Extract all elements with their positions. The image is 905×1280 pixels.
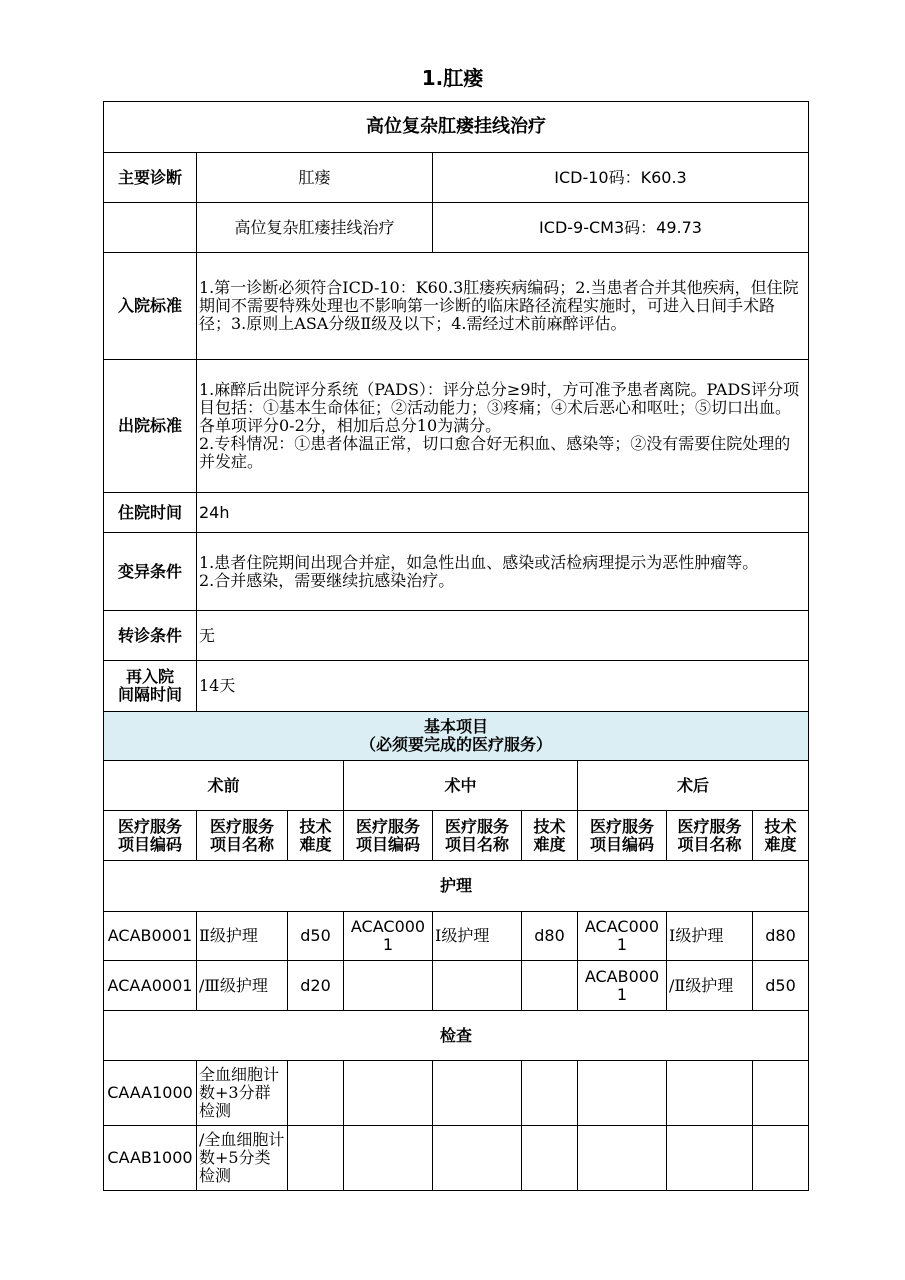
- main-diagnosis-label: 主要诊断: [104, 153, 197, 203]
- col-header-diff-line-2: 难度: [764, 834, 797, 854]
- table-row: [104, 912, 809, 961]
- page-title: 1.肛瘘: [421, 66, 484, 90]
- col-header-diff-line-1: 技术: [299, 816, 332, 836]
- col-header-code: [104, 811, 197, 861]
- empty-cell: [522, 1126, 578, 1191]
- col-header-diff: [753, 811, 809, 861]
- item-code: ACAA0001: [104, 961, 197, 1011]
- variation-conditions: [197, 533, 809, 611]
- transfer-value: 无: [197, 611, 809, 661]
- main-diagnosis-code: ICD-10码：K60.3: [433, 153, 809, 203]
- empty-cell: [288, 1061, 344, 1126]
- clinical-pathway-table: [103, 101, 809, 1191]
- transfer-label: 转诊条件: [104, 611, 197, 661]
- variation-label: 变异条件: [104, 533, 197, 611]
- variation-line-2: 2.合并感染，需要继续抗感染治疗。: [199, 570, 455, 590]
- admission-label: 入院标准: [104, 253, 197, 360]
- empty-cell: [522, 1061, 578, 1126]
- main-diagnosis-name: 肛瘘: [197, 153, 433, 203]
- col-header-code-line-1: 医疗服务: [117, 816, 182, 836]
- item-code: CAAA1000: [104, 1061, 197, 1126]
- table-title: 高位复杂肛瘘挂线治疗: [104, 102, 809, 153]
- col-header-name-line-2: 项目名称: [444, 834, 509, 854]
- empty-cell: [667, 1061, 753, 1126]
- col-header-name-line-2: 项目名称: [209, 834, 274, 854]
- section-nursing: 护理: [104, 861, 809, 912]
- basic-items-header: [104, 712, 809, 761]
- item-difficulty: d50: [753, 961, 809, 1011]
- col-header-name: [433, 811, 522, 861]
- section-exam: 检查: [104, 1011, 809, 1061]
- item-code: ACAC0001: [578, 912, 667, 961]
- variation-line-1: 1.患者住院期间出现合并症，如急性出血、感染或活检病理提示为恶性肿瘤等。: [199, 552, 759, 572]
- empty-cell: [433, 1126, 522, 1191]
- empty-cell: [578, 1061, 667, 1126]
- empty-cell: [578, 1126, 667, 1191]
- item-code: ACAB0001: [104, 912, 197, 961]
- col-header-code-line-1: 医疗服务: [355, 816, 420, 836]
- item-difficulty: d80: [522, 912, 578, 961]
- col-header-diff: [288, 811, 344, 861]
- item-difficulty: d20: [288, 961, 344, 1011]
- item-name: 全血细胞计数+3分群检测: [197, 1061, 288, 1126]
- readmit-label-line-2: 间隔时间: [117, 685, 182, 704]
- procedure-name: 高位复杂肛瘘挂线治疗: [197, 203, 433, 253]
- readmit-label: [104, 661, 197, 712]
- discharge-label: 出院标准: [104, 360, 197, 493]
- empty-cell: [753, 1061, 809, 1126]
- empty-cell: [667, 1126, 753, 1191]
- col-header-name-line-1: 医疗服务: [677, 816, 742, 836]
- phase-intra: 术中: [344, 761, 578, 811]
- col-header-code: [344, 811, 433, 861]
- item-name: /Ⅱ级护理: [667, 961, 753, 1011]
- col-header-name: [667, 811, 753, 861]
- admission-criteria: 1.第一诊断必须符合ICD-10：K60.3肛瘘疾病编码；2.当患者合并其他疾病，但住院期间不需要特殊处理也不影响第一诊断的临床路径流程实施时，可进入日间手术路径；3.原则上ASA分级Ⅱ级及以下；4.需经过术前麻醉评估。: [197, 253, 809, 360]
- table-row: [104, 1126, 809, 1191]
- table-row: [104, 961, 809, 1011]
- stay-label: 住院时间: [104, 493, 197, 533]
- empty-cell: [753, 1126, 809, 1191]
- procedure-code: ICD-9-CM3码：49.73: [433, 203, 809, 253]
- col-header-code-line-2: 项目编码: [355, 834, 420, 854]
- discharge-line-2: 2.专科情况：①患者体温正常，切口愈合好无积血、感染等；②没有需要住院处理的并发症。: [199, 434, 791, 471]
- table-row: [104, 1061, 809, 1126]
- col-header-code: [578, 811, 667, 861]
- item-difficulty: d80: [753, 912, 809, 961]
- empty-cell: [104, 203, 197, 253]
- col-header-diff-line-1: 技术: [764, 816, 797, 836]
- item-name: [433, 961, 522, 1011]
- empty-cell: [344, 1126, 433, 1191]
- item-name: Ⅱ级护理: [197, 912, 288, 961]
- phase-post: 术后: [578, 761, 809, 811]
- basic-items-line-1: 基本项目: [424, 717, 489, 736]
- empty-cell: [433, 1061, 522, 1126]
- col-header-diff: [522, 811, 578, 861]
- col-header-code-line-2: 项目编码: [117, 834, 182, 854]
- col-header-name-line-1: 医疗服务: [444, 816, 509, 836]
- empty-cell: [344, 1061, 433, 1126]
- empty-cell: [288, 1126, 344, 1191]
- discharge-line-1: 1.麻醉后出院评分系统（PADS）：评分总分≥9时，方可准予患者离院。PADS评分项目包括：①基本生命体征；②活动能力；③疼痛；④术后恶心和呕吐；⑤切口出血。各单项评分0-2分，相加后总分10为满分。: [199, 380, 800, 435]
- col-header-name: [197, 811, 288, 861]
- col-header-diff-line-2: 难度: [299, 834, 332, 854]
- stay-value: 24h: [197, 493, 809, 533]
- readmit-value: 14天: [197, 661, 809, 712]
- readmit-label-line-1: 再入院: [125, 667, 174, 686]
- item-difficulty: d50: [288, 912, 344, 961]
- item-name: /Ⅲ级护理: [197, 961, 288, 1011]
- col-header-code-line-2: 项目编码: [589, 834, 654, 854]
- basic-items-line-2: （必须要完成的医疗服务）: [360, 735, 553, 754]
- col-header-name-line-2: 项目名称: [677, 834, 742, 854]
- item-code: ACAB0001: [578, 961, 667, 1011]
- col-header-code-line-1: 医疗服务: [589, 816, 654, 836]
- col-header-diff-line-2: 难度: [533, 834, 566, 854]
- col-header-name-line-1: 医疗服务: [209, 816, 274, 836]
- phase-pre: 术前: [104, 761, 344, 811]
- col-header-diff-line-1: 技术: [533, 816, 566, 836]
- item-code: [344, 961, 433, 1011]
- item-code: ACAC0001: [344, 912, 433, 961]
- discharge-criteria: [197, 360, 809, 493]
- item-difficulty: [522, 961, 578, 1011]
- item-code: CAAB1000: [104, 1126, 197, 1191]
- item-name: Ⅰ级护理: [433, 912, 522, 961]
- item-name: /全血细胞计数+5分类检测: [197, 1126, 288, 1191]
- item-name: Ⅰ级护理: [667, 912, 753, 961]
